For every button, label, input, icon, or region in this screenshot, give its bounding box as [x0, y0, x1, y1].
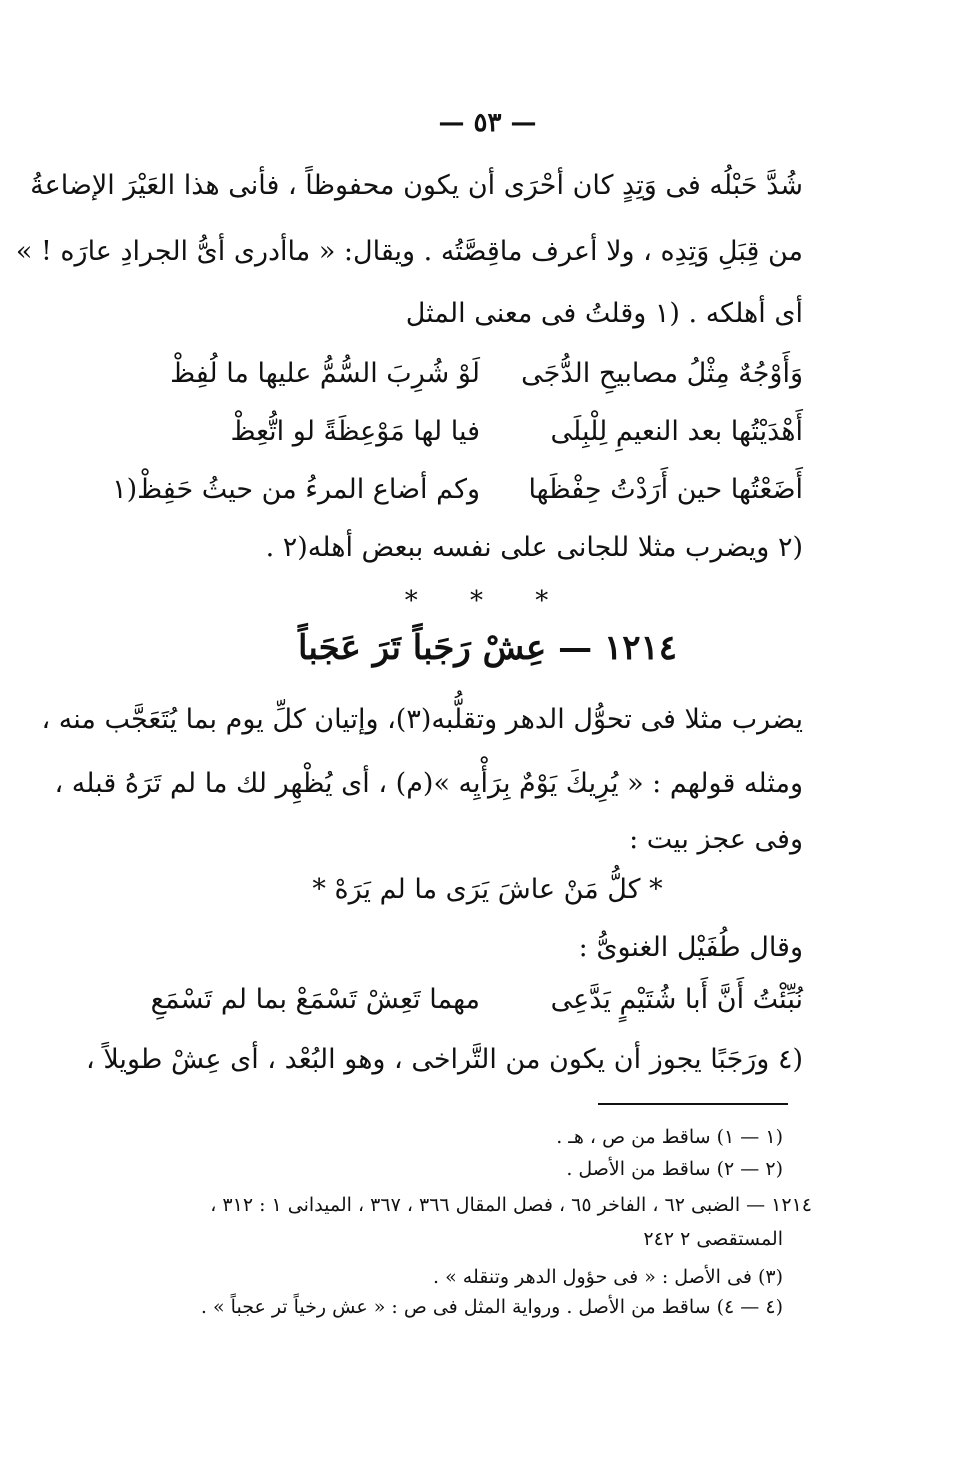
verse-hemistich-second: فيا لها مَوْعِظَةً لو اتُّعِظْ [230, 416, 480, 447]
quoted-hemistich: * كلُّ مَنْ عاشَ يَرَى ما لم يَرَهْ * [312, 874, 663, 905]
text-line: شُدَّ حَبْلُه فى وَتِدٍ كان أحْرَى أن يكون محفوظاً ، فأنى هذا العَيْرَ الإضاعةُ [30, 170, 803, 201]
entry-text-line: يضرب مثلا فى تحوُّل الدهر وتقلُّبه(٣)، وإتيان كلِّ يوم بما يُتَعَجَّب منه ، [41, 704, 803, 735]
section-separator: * * * [404, 586, 571, 616]
text-line: من قِبَلِ وَتِدِه ، ولا أعرف ماقِصَّتُه . ويقال: « ماأدرى أىُّ الجرادِ عارَه ! » [15, 236, 803, 267]
entry-text-line: ومثله قولهم : « يُرِيكَ يَوْمٌ بِرَأْيِه »(م) ، أى يُظْهِر لك ما لم تَرَهُ قبله ، [54, 768, 803, 799]
footnote: (٣) فى الأصل : « فى حؤول الدهر وتنقله » . [433, 1266, 783, 1288]
text-line: أى أهلكه . (١ وقلتُ فى معنى المثل [405, 298, 803, 329]
verse-hemistich-second: مهما تَعِشْ تَسْمَعْ بما لم تَسْمَعِ [150, 984, 480, 1015]
entry-heading: ١٢١٤ — عِشْ رَجَباً تَرَ عَجَباً [298, 628, 677, 668]
footnote-divider [598, 1103, 788, 1105]
footnote: (٤ — ٤) ساقط من الأصل . ورواية المثل فى ص : « عش رخياً تر عجباً » . [200, 1296, 783, 1318]
footnote: ١٢١٤ — الضبى ٦٢ ، الفاخر ٦٥ ، فصل المقال ٣٦٦ ، ٣٦٧ ، الميدانى ١ : ٣١٢ ، [210, 1194, 812, 1216]
text-line: (٢ ويضرب مثلا للجانى على نفسه ببعض أهله(٢ . [265, 532, 803, 563]
verse-hemistich-second: وكم أضاع المرءُ من حيثُ حَفِظْ(١ [112, 474, 480, 505]
verse-hemistich-first: أَهْدَيْتُها بعد النعيمِ لِلْبِلَى [550, 416, 803, 447]
verse-hemistich-second: لَوْ شُرِبَ السُّمُّ عليها ما لُفِظْ [170, 358, 480, 389]
verse-hemistich-first: أَضَعْتُها حين أَرَدْتُ حِفْظَها [528, 474, 803, 505]
footnote: (١ — ١) ساقط من ص ، هـ . [556, 1126, 783, 1148]
verse-hemistich-first: وَأَوْجُهٌ مِثْلُ مصابيحِ الدُّجَى [521, 358, 803, 389]
entry-text-line: وفى عجز بيت : [629, 824, 803, 855]
attribution-line: وقال طُفَيْل الغنوىُّ : [578, 932, 803, 963]
page-number: — ٥٣ — [438, 108, 537, 138]
footnote: المستقصى ٢ ٢٤٢ [643, 1228, 783, 1250]
text-line: (٤ ورَجَبًا يجوز أن يكون من التَّراخى ، وهو البُعْد ، أى عِشْ طويلاً ، [86, 1044, 803, 1075]
verse-hemistich-first: نُبِّئْتُ أَنَّ أَبا شُتَيْمٍ يَدَّعِى [550, 984, 803, 1015]
footnote: (٢ — ٢) ساقط من الأصل . [566, 1158, 783, 1180]
